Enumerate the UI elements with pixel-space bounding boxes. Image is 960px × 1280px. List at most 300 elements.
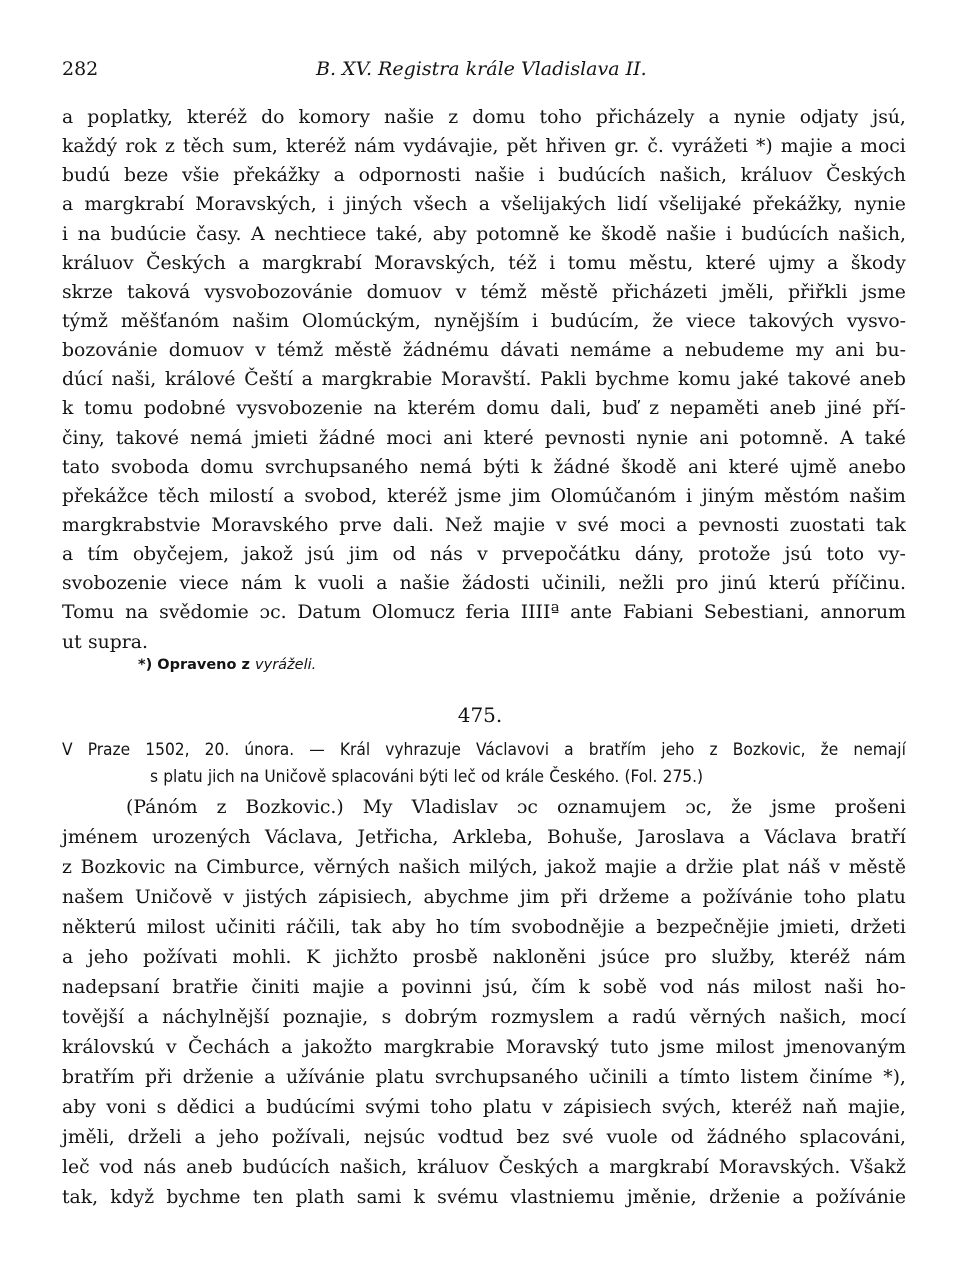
word: nynie bbox=[636, 427, 689, 449]
word: a bbox=[840, 136, 853, 158]
text-line bbox=[62, 1183, 906, 1213]
word: aneb bbox=[769, 398, 816, 420]
word: užívánie bbox=[286, 1067, 366, 1088]
word: škodě bbox=[601, 223, 657, 245]
word: a bbox=[377, 977, 389, 998]
word: margkrabí bbox=[262, 252, 362, 274]
word: tuto bbox=[610, 1037, 649, 1058]
word: v bbox=[255, 340, 266, 362]
word: Bozkovic bbox=[80, 857, 166, 878]
summary-line bbox=[62, 764, 906, 791]
word: požívati bbox=[142, 947, 218, 968]
summary-line bbox=[62, 737, 906, 764]
word: časy. bbox=[195, 223, 242, 245]
word: tak, bbox=[62, 1187, 99, 1208]
word: splacováni, bbox=[799, 1127, 906, 1148]
word: drženie bbox=[708, 1187, 781, 1208]
word: milost bbox=[715, 1037, 775, 1058]
word: budúcích bbox=[741, 223, 829, 245]
word: učinili bbox=[588, 1067, 648, 1088]
word: a bbox=[301, 369, 313, 391]
word: v bbox=[542, 1097, 553, 1118]
word: našie bbox=[474, 165, 525, 187]
word: vydávajie, bbox=[403, 136, 499, 158]
word: nadepsaní bbox=[62, 977, 160, 998]
word: městě bbox=[540, 281, 598, 303]
word: při bbox=[145, 1067, 173, 1088]
text-line bbox=[62, 973, 906, 1003]
text-line bbox=[62, 823, 906, 853]
word: svrchupsaného bbox=[264, 456, 409, 478]
word: aneb bbox=[859, 369, 906, 391]
word: feria bbox=[465, 602, 510, 624]
word: naši bbox=[824, 977, 864, 998]
word: leč bbox=[62, 1157, 90, 1178]
word: nás bbox=[143, 1157, 177, 1178]
word: které bbox=[705, 252, 756, 274]
word: drženie bbox=[182, 1067, 254, 1088]
word: nemáme bbox=[570, 340, 652, 362]
text-line bbox=[62, 1003, 906, 1033]
word: Českého. bbox=[549, 767, 620, 787]
word: dávati bbox=[500, 340, 559, 362]
word: žádné bbox=[318, 427, 376, 449]
word: ani bbox=[443, 427, 473, 449]
word: činíme bbox=[809, 1067, 873, 1088]
word: z bbox=[709, 740, 718, 760]
word: a bbox=[658, 1067, 670, 1088]
word: a bbox=[665, 857, 677, 878]
word: dúcí bbox=[62, 369, 103, 391]
word: milost bbox=[146, 917, 206, 938]
word: vysvobozenie bbox=[236, 398, 363, 420]
word: svrchupsaného bbox=[434, 1067, 579, 1088]
word: my bbox=[795, 340, 824, 362]
word: jsme bbox=[660, 1037, 705, 1058]
word: (Pánóm bbox=[126, 797, 198, 818]
text-line bbox=[62, 628, 906, 657]
word: držeme bbox=[598, 887, 670, 908]
word: příčinu. bbox=[832, 573, 906, 595]
word: Pakli bbox=[540, 369, 587, 391]
word: ani bbox=[699, 427, 729, 449]
word: vuoli bbox=[317, 573, 364, 595]
word: služby, bbox=[711, 947, 776, 968]
word: čím bbox=[531, 977, 566, 998]
word: jakož bbox=[546, 857, 597, 878]
word: mohli. bbox=[232, 947, 292, 968]
word: protože bbox=[698, 544, 771, 566]
word: dědici bbox=[176, 1097, 235, 1118]
word: a bbox=[564, 740, 574, 760]
word: k bbox=[294, 573, 306, 595]
word: některú bbox=[62, 917, 137, 938]
word: Datum bbox=[297, 602, 362, 624]
word: které bbox=[728, 456, 779, 478]
word: a bbox=[333, 165, 345, 187]
word: jménem bbox=[62, 827, 138, 848]
word: odpornosti bbox=[358, 165, 461, 187]
word: které bbox=[483, 427, 534, 449]
word: svobodnějie bbox=[511, 917, 625, 938]
word: Král bbox=[339, 740, 371, 760]
word: annorum bbox=[820, 602, 906, 624]
word: nemá bbox=[190, 427, 243, 449]
word: jim bbox=[348, 544, 379, 566]
word: jakož bbox=[243, 544, 293, 566]
word: a bbox=[62, 107, 74, 128]
word: tomu bbox=[567, 252, 617, 274]
word: Českých bbox=[146, 252, 226, 274]
word: škody bbox=[850, 252, 906, 274]
word: vysvobozovánie bbox=[204, 281, 353, 303]
word: našich bbox=[398, 857, 461, 878]
word: náchylnější bbox=[162, 1007, 270, 1028]
word: jistých bbox=[244, 887, 308, 908]
word: nepaměti bbox=[669, 398, 759, 420]
word: nechtiece bbox=[274, 223, 367, 245]
word: králuov bbox=[740, 165, 813, 187]
word: gr. bbox=[614, 136, 640, 158]
word: (Fol. bbox=[624, 767, 658, 787]
word: buď bbox=[602, 398, 639, 420]
word: Českých bbox=[498, 1157, 579, 1178]
word: Sebestiani, bbox=[703, 602, 810, 624]
word: V bbox=[62, 740, 73, 760]
word: že bbox=[731, 797, 753, 818]
word: 275.) bbox=[662, 767, 704, 787]
word: k bbox=[62, 398, 74, 420]
word: Moravských, bbox=[374, 252, 496, 274]
word: pro bbox=[676, 573, 709, 595]
word: Jetřicha, bbox=[357, 827, 439, 848]
word: milostí bbox=[209, 485, 274, 507]
word: žádosti bbox=[461, 573, 530, 595]
word: jeho bbox=[661, 740, 695, 760]
word: v bbox=[455, 281, 467, 303]
word: činy, bbox=[62, 427, 105, 449]
word: platu bbox=[857, 887, 906, 908]
word: náš bbox=[787, 857, 821, 878]
word: nynie bbox=[733, 107, 786, 128]
word: aneb bbox=[186, 1157, 233, 1178]
word: odjaty bbox=[799, 107, 859, 128]
word: listem bbox=[740, 1067, 799, 1088]
word: A bbox=[839, 427, 854, 449]
word: svědomie bbox=[159, 602, 249, 624]
word: ɔc. bbox=[259, 602, 287, 624]
word: tato bbox=[62, 456, 100, 478]
word: býti bbox=[483, 456, 520, 478]
word: supra. bbox=[88, 631, 148, 653]
word: abychme bbox=[423, 887, 509, 908]
word: jsme bbox=[456, 485, 502, 507]
word: *), bbox=[883, 1067, 906, 1088]
text-line bbox=[62, 1153, 906, 1183]
word: jměli, bbox=[62, 1127, 115, 1148]
word: vod bbox=[99, 1157, 134, 1178]
word: k bbox=[530, 456, 543, 478]
word: jsúce bbox=[600, 947, 650, 968]
word: budúcím, bbox=[550, 310, 640, 332]
word: moci bbox=[386, 427, 432, 449]
word: našich, bbox=[659, 165, 727, 187]
word: každý bbox=[62, 136, 118, 158]
word: Praze bbox=[87, 740, 131, 760]
word: od bbox=[481, 767, 501, 787]
word: majie bbox=[604, 857, 657, 878]
word: leč bbox=[453, 767, 476, 787]
word: drželi bbox=[127, 1127, 182, 1148]
word: Václava bbox=[764, 827, 837, 848]
word: budúcie bbox=[110, 223, 187, 245]
text-line bbox=[62, 365, 906, 394]
word: prošeni bbox=[834, 797, 906, 818]
word: a bbox=[376, 573, 388, 595]
document-number: 475. bbox=[457, 703, 503, 727]
word: vod bbox=[659, 977, 694, 998]
word: pevnosti bbox=[544, 427, 626, 449]
word: tímto bbox=[679, 1067, 730, 1088]
word: domuov bbox=[366, 281, 442, 303]
word: milých, bbox=[468, 857, 538, 878]
word: v bbox=[223, 887, 234, 908]
word: Moravského bbox=[211, 514, 329, 536]
word: králuov bbox=[62, 252, 134, 274]
word: a bbox=[827, 252, 839, 274]
word: takové bbox=[115, 427, 179, 449]
word: králové bbox=[164, 369, 236, 391]
word: pět bbox=[506, 136, 538, 158]
word: tovější bbox=[62, 1007, 125, 1028]
word: bezpečnějie bbox=[656, 917, 770, 938]
word: požívánie bbox=[815, 1187, 906, 1208]
word: Českých bbox=[826, 165, 906, 187]
word: vy- bbox=[878, 544, 906, 566]
word: moci bbox=[619, 514, 666, 536]
word: Čechách bbox=[187, 1037, 270, 1058]
word: ɔc bbox=[516, 797, 538, 818]
word: i bbox=[538, 165, 545, 187]
document-summary bbox=[62, 737, 906, 791]
word: a bbox=[634, 917, 647, 938]
word: všie bbox=[182, 165, 220, 187]
word: toho bbox=[803, 887, 847, 908]
text-line bbox=[62, 482, 906, 511]
charter-text-block bbox=[62, 793, 906, 1213]
word: nemají bbox=[853, 740, 906, 760]
word: k bbox=[413, 1187, 425, 1208]
word: a bbox=[676, 514, 688, 536]
word: taková bbox=[127, 281, 191, 303]
word: jinú bbox=[720, 573, 757, 595]
word: že bbox=[652, 310, 674, 332]
word: a bbox=[283, 485, 295, 507]
word: platu bbox=[163, 767, 203, 787]
word: pro bbox=[664, 947, 697, 968]
word: Bohuše, bbox=[547, 827, 624, 848]
word: našich, bbox=[838, 223, 906, 245]
text-line bbox=[62, 424, 906, 453]
word: a bbox=[680, 887, 692, 908]
word: majie bbox=[780, 136, 833, 158]
word: jsme bbox=[861, 281, 906, 303]
word: a bbox=[194, 1127, 206, 1148]
word: škodě bbox=[621, 456, 677, 478]
word: urozených bbox=[151, 827, 251, 848]
word: našim bbox=[849, 485, 906, 507]
word: Olomúckým, bbox=[301, 310, 421, 332]
word: témž bbox=[480, 281, 527, 303]
word: kterú bbox=[768, 573, 821, 595]
word: nynie bbox=[853, 194, 906, 216]
word: jsú bbox=[784, 544, 813, 566]
text-line bbox=[62, 161, 906, 190]
word: přicházely bbox=[595, 107, 695, 128]
word: nám bbox=[240, 573, 283, 595]
word: Cimburce, bbox=[206, 857, 306, 878]
word: 1502, bbox=[145, 740, 190, 760]
word: domuov bbox=[168, 340, 244, 362]
word: bu- bbox=[875, 340, 906, 362]
word: ani bbox=[835, 340, 865, 362]
word: skrze bbox=[62, 281, 114, 303]
word: všelijaké bbox=[658, 194, 742, 216]
text-line bbox=[62, 249, 906, 278]
word: bychme bbox=[166, 1187, 241, 1208]
word: královskú bbox=[62, 1037, 155, 1058]
word: a bbox=[281, 1037, 293, 1058]
text-line bbox=[62, 103, 906, 132]
word: a bbox=[739, 827, 751, 848]
word: tak bbox=[875, 514, 906, 536]
word: měšťanóm bbox=[120, 310, 220, 332]
word: v bbox=[165, 1037, 177, 1058]
word: městu, bbox=[629, 252, 694, 274]
text-line bbox=[62, 1033, 906, 1063]
word: i bbox=[62, 223, 69, 245]
word: aby bbox=[432, 223, 467, 245]
word: žádného bbox=[706, 1127, 787, 1148]
word: bychme bbox=[595, 369, 670, 391]
word: držeti bbox=[850, 917, 906, 938]
word: i bbox=[531, 310, 538, 332]
word: sobě bbox=[602, 977, 647, 998]
word: milost bbox=[752, 977, 812, 998]
word: od bbox=[392, 544, 416, 566]
word: a bbox=[662, 340, 674, 362]
word: svých, bbox=[661, 1097, 722, 1118]
word: jiným bbox=[701, 485, 755, 507]
word: nejsúc bbox=[363, 1127, 426, 1148]
word: ante bbox=[570, 602, 613, 624]
text-line bbox=[62, 394, 906, 423]
word: z bbox=[62, 857, 72, 878]
word: k bbox=[578, 977, 590, 998]
word: toto bbox=[826, 544, 865, 566]
word: tím bbox=[469, 917, 502, 938]
word: Bozkovic, bbox=[732, 740, 806, 760]
word: že bbox=[820, 740, 839, 760]
word: anebo bbox=[848, 456, 906, 478]
word: nynějším bbox=[433, 310, 520, 332]
word: komu bbox=[678, 369, 731, 391]
word: ani bbox=[687, 456, 718, 478]
word: IIIIª bbox=[520, 602, 560, 624]
word: jmenovaným bbox=[785, 1037, 906, 1058]
word: Uničově bbox=[134, 887, 213, 908]
word: margkrabí bbox=[609, 1157, 709, 1178]
word: všech bbox=[413, 194, 468, 216]
word: majie bbox=[312, 977, 365, 998]
word: jiné bbox=[826, 398, 862, 420]
word: toho bbox=[430, 1097, 473, 1118]
word: bratří bbox=[851, 827, 906, 848]
word: kteréž bbox=[285, 136, 346, 158]
word: učinili, bbox=[541, 573, 607, 595]
word: Arkleba, bbox=[452, 827, 533, 848]
word: jaké bbox=[739, 369, 779, 391]
word: prve bbox=[339, 514, 382, 536]
word: nám bbox=[864, 947, 906, 968]
word: platu bbox=[482, 1097, 532, 1118]
word: našie bbox=[384, 107, 435, 128]
word: témž bbox=[276, 340, 324, 362]
text-line bbox=[62, 598, 906, 627]
word: nás bbox=[430, 544, 463, 566]
word: držie bbox=[685, 857, 734, 878]
word: vysvo- bbox=[846, 310, 906, 332]
word: Uničově bbox=[264, 767, 327, 787]
word: žádnému bbox=[402, 340, 490, 362]
word: Moravských. bbox=[718, 1157, 841, 1178]
word: sami bbox=[356, 1187, 402, 1208]
word: A bbox=[251, 223, 265, 245]
word: platu bbox=[375, 1067, 425, 1088]
word: Tomu bbox=[62, 602, 115, 624]
word: z bbox=[649, 398, 660, 420]
word: v bbox=[829, 857, 841, 878]
word: Fabiani bbox=[622, 602, 694, 624]
word: také bbox=[864, 427, 906, 449]
word: budúcích bbox=[558, 165, 646, 187]
word: tím bbox=[87, 544, 119, 566]
word: z bbox=[448, 107, 459, 128]
word: voni bbox=[106, 1097, 147, 1118]
word: věrných bbox=[313, 857, 390, 878]
word: My bbox=[362, 797, 393, 818]
footnote-word: vyráželi. bbox=[255, 657, 317, 673]
word: bratřím bbox=[588, 740, 647, 760]
text-line bbox=[62, 540, 906, 569]
word: nežli bbox=[618, 573, 664, 595]
word: týmž bbox=[62, 310, 108, 332]
word: jakožto bbox=[303, 1037, 373, 1058]
word: městóm bbox=[764, 485, 840, 507]
text-line bbox=[62, 943, 906, 973]
word: beze bbox=[124, 165, 169, 187]
word: hřiven bbox=[545, 136, 607, 158]
word: vuole bbox=[606, 1127, 658, 1148]
word: rok bbox=[125, 136, 157, 158]
text-line bbox=[62, 190, 906, 219]
word: jsú, bbox=[484, 977, 519, 998]
word: do bbox=[261, 107, 285, 128]
word: č. bbox=[647, 136, 664, 158]
word: jim bbox=[511, 485, 541, 507]
word: zápisiech, bbox=[318, 887, 413, 908]
word: domu bbox=[472, 107, 526, 128]
